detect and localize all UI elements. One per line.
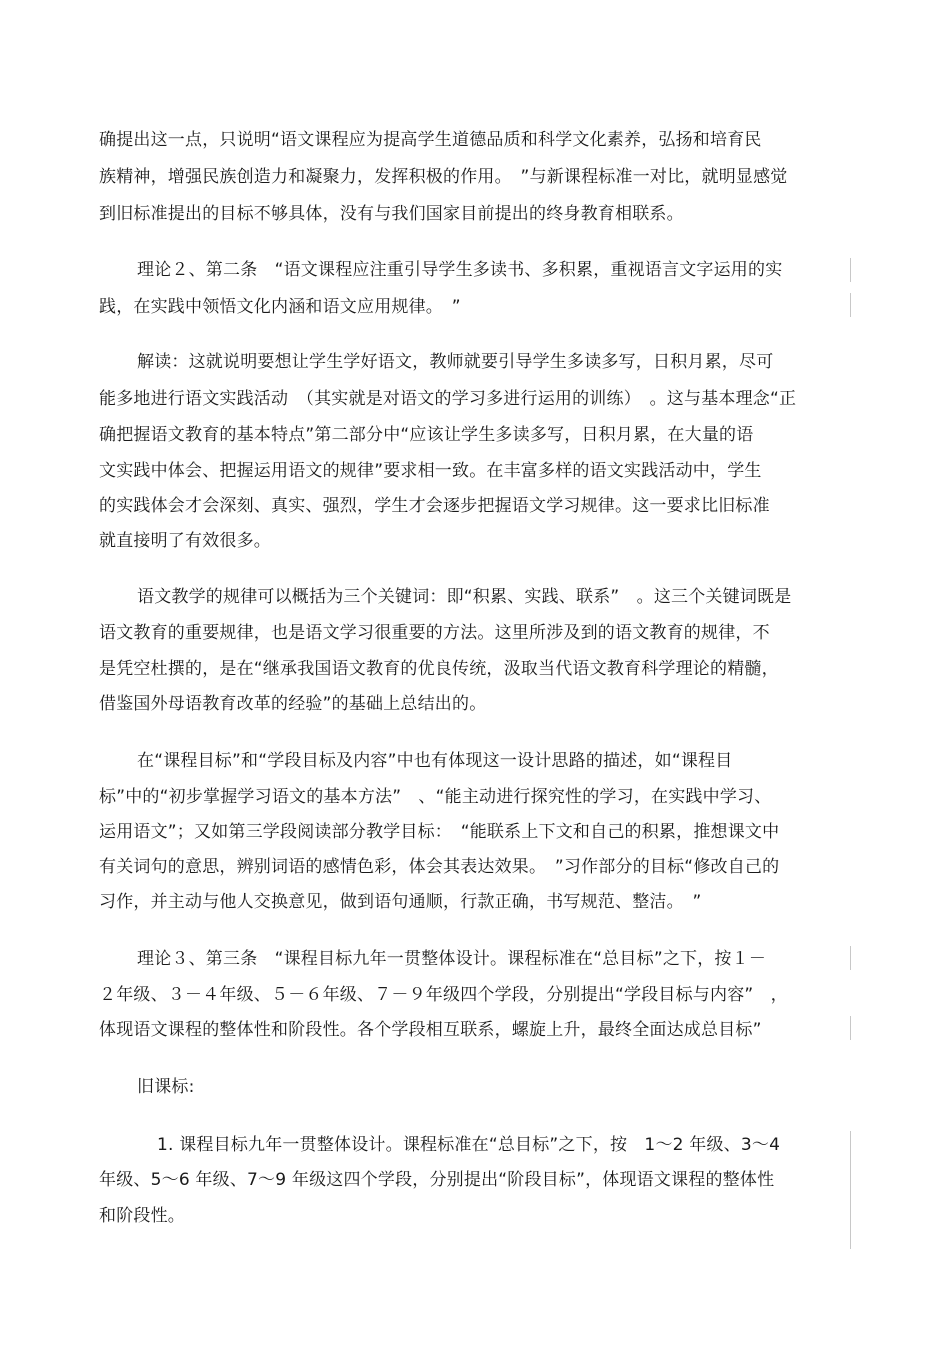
text-line: 理论３、第三条 “课程目标九年一贯整体设计。课程标准在“总目标”之下，按１－ <box>137 949 767 969</box>
text-line: ２年级、３－４年级、５－６年级、７－９年级四个学段，分别提出“学段目标与内容” ， <box>99 985 788 1005</box>
text-line: 就直接明了有效很多。 <box>99 531 271 551</box>
text-line: 和阶段性。 <box>99 1206 185 1226</box>
text-line: 1. 课程目标九年一贯整体设计。课程标准在“总目标”之下，按 1～2 年级、3～4 <box>157 1135 781 1155</box>
text-line: 习作，并主动与他人交换意见，做到语句通顺，行款正确，书写规范、整洁。 ” <box>99 892 702 912</box>
text-line: 标”中的“初步掌握学习语文的基本方法” 、“能主动进行探究性的学习，在实践中学习、 <box>99 787 772 807</box>
text-line: 借鉴国外母语教育改革的经验”的基础上总结出的。 <box>99 694 487 714</box>
text-line: 文实践中体会、把握运用语文的规律”要求相一致。在丰富多样的语文实践活动中，学生 <box>99 461 762 481</box>
margin-rule <box>850 258 851 282</box>
text-line: 能多地进行语文实践活动 （其实就是对语文的学习多进行运用的训练） 。这与基本理念“正 <box>99 389 797 409</box>
text-line: 理论２、第二条 “语文课程应注重引导学生多读书、多积累，重视语言文字运用的实 <box>137 260 783 280</box>
text-line: 语文教学的规律可以概括为三个关键词：即“积累、实践、联系” 。这三个关键词既是 <box>137 587 792 607</box>
text-line: 运用语文”；又如第三学段阅读部分教学目标： “能联系上下文和自己的积累，推想课文中 <box>99 822 780 842</box>
text-line: 在“课程目标”和“学段目标及内容”中也有体现这一设计思路的描述，如“课程目 <box>137 751 733 771</box>
text-line: 体现语文课程的整体性和阶段性。各个学段相互联系，螺旋上升，最终全面达成总目标” <box>99 1020 762 1040</box>
margin-rule <box>850 293 851 317</box>
text-line: 的实践体会才会深刻、真实、强烈，学生才会逐步把握语文学习规律。这一要求比旧标准 <box>99 496 770 516</box>
text-line: 是凭空杜撰的，是在“继承我国语文教育的优良传统，汲取当代语文教育科学理论的精髓， <box>99 659 779 679</box>
text-line: 确把握语文教育的基本特点”第二部分中“应该让学生多读多写，日积月累，在大量的语 <box>99 425 754 445</box>
text-line: 解读：这就说明要想让学生学好语文，教师就要引导学生多读多写，日积月累，尽可 <box>137 352 774 372</box>
margin-rule <box>850 1016 851 1040</box>
text-line: 旧课标: <box>137 1077 195 1097</box>
text-line: 确提出这一点，只说明“语文课程应为提高学生道德品质和科学文化素养，弘扬和培育民 <box>99 130 762 150</box>
margin-rule <box>850 1131 851 1249</box>
text-line: 践，在实践中领悟文化内涵和语文应用规律。 ” <box>99 297 461 317</box>
text-line: 语文教育的重要规律，也是语文学习很重要的方法。这里所涉及到的语文教育的规律，不 <box>99 623 770 643</box>
margin-rule <box>850 946 851 970</box>
text-line: 族精神，增强民族创造力和凝聚力，发挥积极的作用。 ”与新课程标准一对比，就明显感觉 <box>99 167 788 187</box>
text-line: 到旧标准提出的目标不够具体，没有与我们国家目前提出的终身教育相联系。 <box>99 204 684 224</box>
text-line: 年级、5～6 年级、7～9 年级这四个学段，分别提出“阶段目标”，体现语文课程的整体性 <box>99 1170 775 1190</box>
text-line: 有关词句的意思，辨别词语的感情色彩，体会其表达效果。 ”习作部分的目标“修改自己的 <box>99 857 780 877</box>
